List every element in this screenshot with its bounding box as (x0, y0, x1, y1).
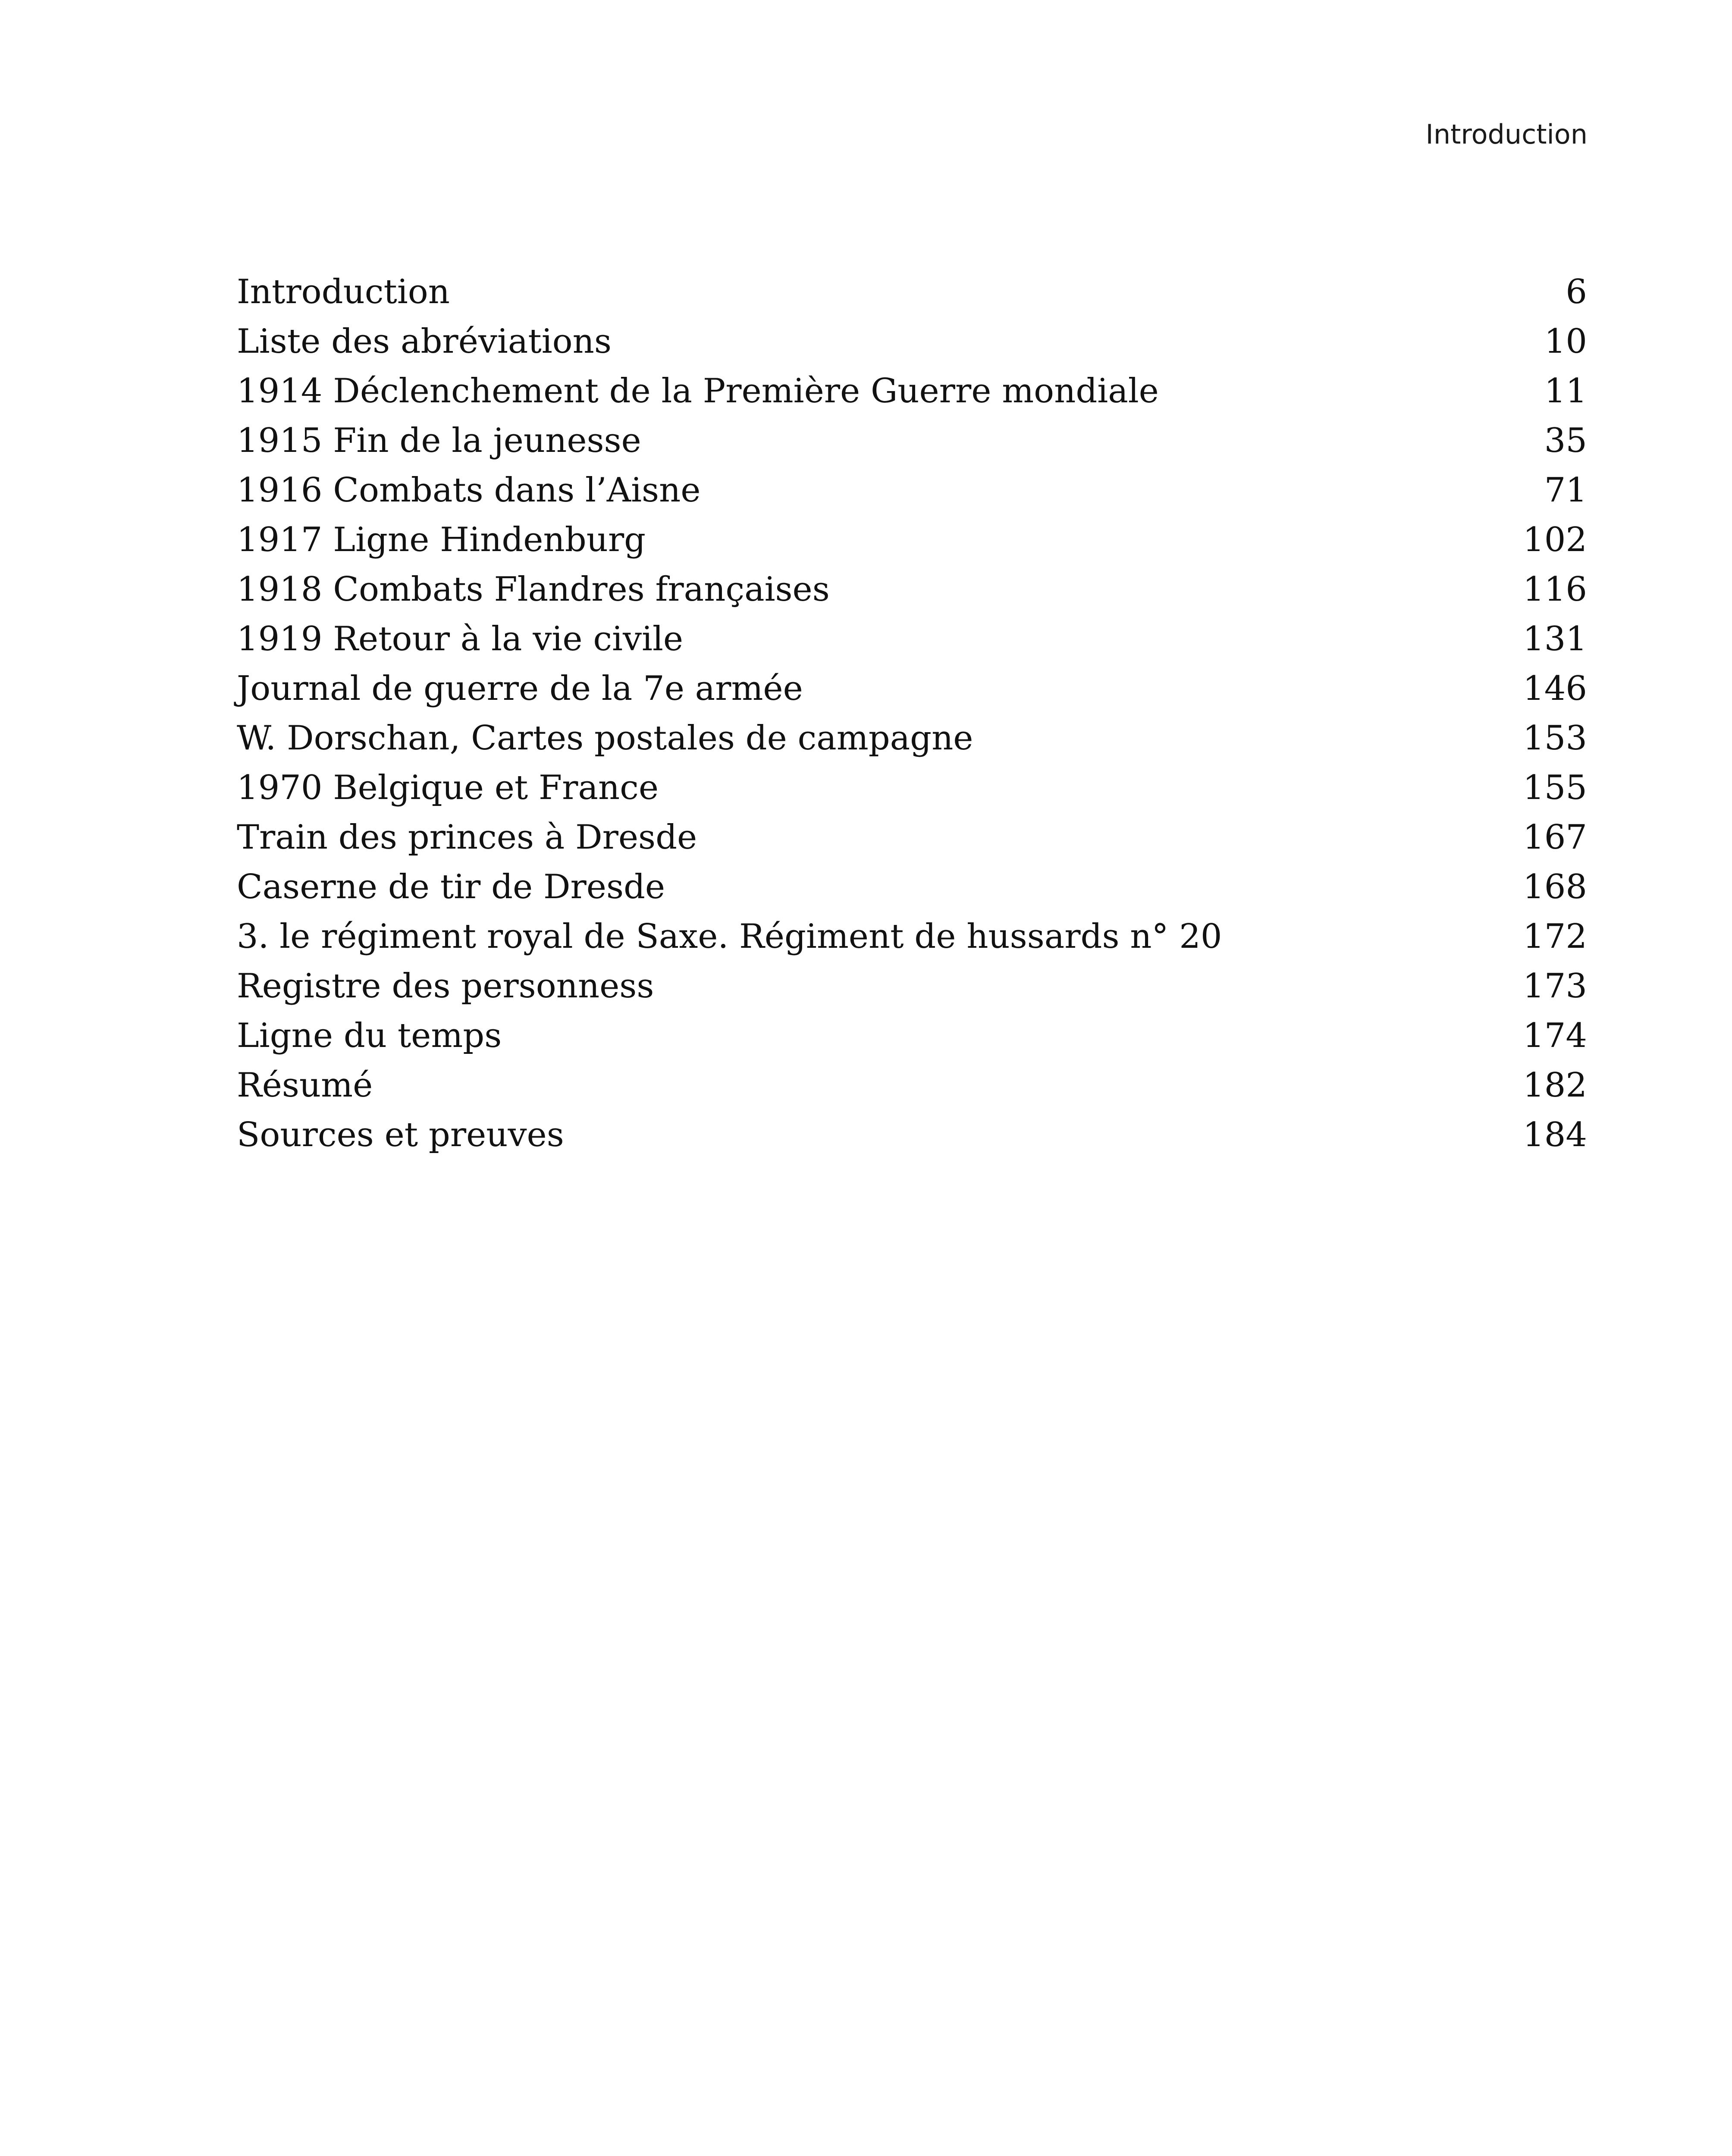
toc-entry (237, 912, 1587, 962)
table-of-contents (237, 267, 1587, 1160)
toc-entry-title: 1916 Combats dans l’Aisne (237, 471, 701, 510)
toc-entry-page: 184 (1523, 1116, 1587, 1154)
toc-entry-page: 172 (1523, 917, 1587, 956)
toc-entry-title: Journal de guerre de la 7e armée (237, 669, 803, 708)
toc-entry (237, 367, 1587, 416)
toc-entry (237, 614, 1587, 664)
toc-entry-page: 10 (1544, 322, 1587, 361)
toc-entry-page: 131 (1523, 620, 1587, 658)
toc-entry-title: Résumé (237, 1066, 373, 1105)
toc-entry-page: 35 (1544, 421, 1587, 460)
toc-entry-page: 11 (1544, 372, 1587, 411)
toc-entry (237, 1110, 1587, 1160)
toc-entry (237, 862, 1587, 912)
toc-entry (237, 714, 1587, 763)
toc-entry-title: Train des princes à Dresde (237, 818, 697, 857)
toc-entry-page: 71 (1544, 471, 1587, 510)
toc-entry-title: Liste des abréviations (237, 322, 612, 361)
toc-entry-page: 155 (1523, 768, 1587, 807)
toc-entry-page: 168 (1523, 868, 1587, 906)
toc-entry (237, 317, 1587, 367)
toc-entry-title: 1970 Belgique et France (237, 768, 659, 807)
toc-entry (237, 1011, 1587, 1061)
toc-entry (237, 267, 1587, 317)
toc-entry-title: 1917 Ligne Hindenburg (237, 520, 646, 559)
toc-entry (237, 1061, 1587, 1110)
toc-entry-title: 1914 Déclenchement de la Première Guerre mondiale (237, 372, 1159, 411)
toc-entry-title: Introduction (237, 273, 450, 311)
toc-entry-page: 102 (1523, 520, 1587, 559)
toc-entry-title: 1919 Retour à la vie civile (237, 620, 684, 658)
toc-entry (237, 664, 1587, 714)
toc-entry-page: 6 (1566, 273, 1587, 311)
toc-entry-page: 146 (1523, 669, 1587, 708)
toc-entry-title: Ligne du temps (237, 1016, 502, 1055)
toc-entry-page: 116 (1523, 570, 1587, 609)
toc-entry (237, 565, 1587, 614)
toc-entry (237, 813, 1587, 862)
toc-entry-title: Sources et preuves (237, 1116, 564, 1154)
toc-entry-page: 167 (1523, 818, 1587, 857)
toc-entry-title: 3. le régiment royal de Saxe. Régiment de hussards n° 20 (237, 917, 1222, 956)
toc-entry-title: Caserne de tir de Dresde (237, 868, 665, 906)
toc-entry (237, 515, 1587, 565)
toc-entry-title: W. Dorschan, Cartes postales de campagne (237, 719, 973, 758)
toc-entry (237, 763, 1587, 813)
running-header: Introduction (1425, 119, 1588, 150)
toc-entry (237, 416, 1587, 466)
toc-entry-title: Registre des personness (237, 967, 654, 1006)
toc-entry (237, 962, 1587, 1011)
toc-entry-page: 173 (1523, 967, 1587, 1006)
toc-entry-page: 174 (1523, 1016, 1587, 1055)
toc-entry-title: 1915 Fin de la jeunesse (237, 421, 641, 460)
toc-entry-page: 153 (1523, 719, 1587, 758)
toc-entry-page: 182 (1523, 1066, 1587, 1105)
toc-entry (237, 466, 1587, 515)
toc-entry-title: 1918 Combats Flandres françaises (237, 570, 830, 609)
